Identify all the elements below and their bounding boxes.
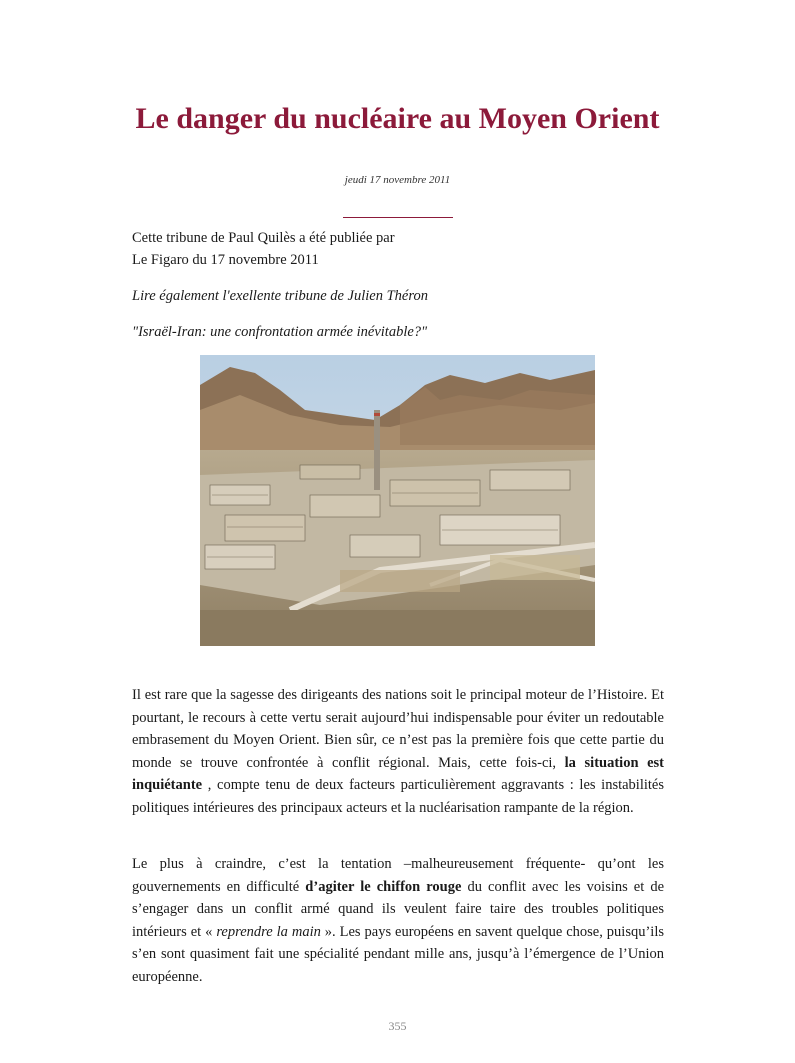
paragraph-1 [132, 684, 664, 819]
read-also-link[interactable]: Lire également l'exellente tribune de Julien Théron [132, 288, 428, 304]
paragraph-2-text-c: ». Les pays européens en savent quelque chose, puisqu’ils s’en sont quasiment fait une spécialité pendant mille ans, jusqu’à l’émergence de l’Union européenne. [132, 923, 664, 985]
paragraph-2-text-a: Le plus à craindre, c’est la tentation –malheureusement fréquente- qu’ont les gouvernements en difficulté [132, 856, 664, 895]
paragraph-1-text-a: Il est rare que la sagesse des dirigeants des nations soit le principal moteur de l’Histoire. Et pourtant, le recours à cette vertu serait aujourd’hui indispensable pour éviter un redoutable embrasement du Moyen Orient. Bien sûr, ce n’est pas la première fois que cette partie du monde se trouve confrontée à conflit régional. Mais, cette fois-ci, [132, 687, 664, 771]
page-number: 355 [388, 1019, 407, 1033]
paragraph-2 [132, 853, 664, 988]
intro-block [132, 227, 552, 271]
intro-line-2: Le Figaro du 17 novembre 2011 [132, 252, 319, 268]
paragraph-2-emphasis: d’agiter le chiffon rouge [305, 878, 462, 895]
intro-line-1: Cette tribune de Paul Quilès a été publiée par [132, 230, 395, 246]
article-title-link[interactable]: "Israël-Iran: une confrontation armée inévitable?" [132, 324, 428, 340]
paragraph-2-quote: reprendre la main [216, 923, 321, 940]
title-divider [343, 217, 453, 218]
paragraph-1-emphasis: la situation est inquiétante [132, 754, 665, 793]
publication-date: jeudi 17 novembre 2011 [344, 174, 451, 186]
paragraph-2-text-b: du conflit avec les voisins et de s’engager dans un conflit armé quand ils veulent faire taire des troubles politiques intérieurs et « [132, 878, 665, 940]
nuclear-facility-photo [200, 355, 595, 646]
page-title: Le danger du nucléaire au Moyen Orient [135, 102, 660, 135]
paragraph-1-text-b: , compte tenu de deux facteurs particulièrement aggravants : les instabilités politiques intérieures des principaux acteurs et la nucléarisation rampante de la région. [132, 777, 664, 816]
